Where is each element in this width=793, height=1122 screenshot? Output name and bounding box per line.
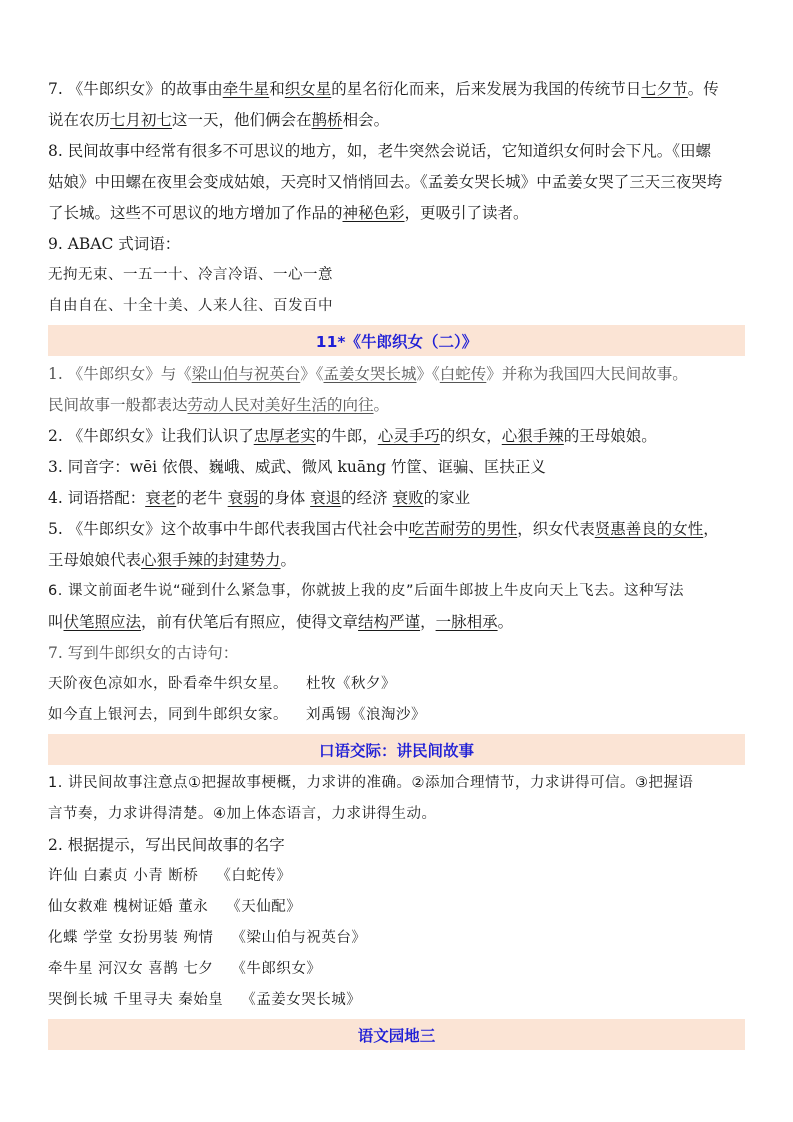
section-header-garden: 语文园地三: [48, 1019, 745, 1050]
oral-item-2: 2. 根据提示，写出民间故事的名字: [48, 836, 285, 854]
story-row-5: 哭倒长城 千里寻夫 秦始皇 《孟姜女哭长城》: [48, 992, 362, 1008]
item-8-end: 了长城。这些不可思议的地方增加了作品的神秘色彩，更吸引了读者。: [48, 204, 529, 222]
item-8-cont: 姑娘》中田螺在夜里会变成姑娘，天亮时又悄悄回去。《孟姜女哭长城》中孟姜女哭了三天三夜哭垮: [48, 173, 723, 191]
lesson11-item-6-cont: 叫伏笔照应法，前有伏笔后有照应，使得文章结构严谨，一脉相承。: [48, 613, 514, 631]
story-row-2: 仙女救难 槐树证婚 董永 《天仙配》: [48, 899, 302, 915]
lesson11-item-7: 7. 写到牛郎织女的古诗句：: [48, 644, 239, 662]
abac-words-1: 无拘无束、一五一十、冷言冷语、一心一意: [48, 267, 333, 283]
story-row-4: 牵牛星 河汉女 喜鹊 七夕 《牛郎织女》: [48, 961, 322, 977]
item-7-cont: 说在农历七月初七这一天，他们俩会在鹊桥相会。: [48, 111, 390, 129]
story-row-1: 许仙 白素贞 小青 断桥 《白蛇传》: [48, 868, 292, 884]
poem-line-1: 天阶夜色凉如水，卧看牵牛织女星。 杜牧《秋夕》: [48, 676, 396, 692]
oral-item-1: 1. 讲民间故事注意点①把握故事梗概，力求讲的准确。②添加合理情节，力求讲得可信。③把握语: [48, 775, 694, 791]
story-row-3: 化蝶 学堂 女扮男装 殉情 《梁山伯与祝英台》: [48, 930, 367, 946]
lesson11-item-1: 1. 《牛郎织女》与《梁山伯与祝英台》《孟姜女哭长城》《白蛇传》并称为我国四大民间故事。: [48, 365, 688, 383]
section-header-lesson-11: 11*《牛郎织女（二）》: [48, 325, 745, 356]
poem-line-2: 如今直上银河去，同到牛郎织女家。 刘禹锡《浪淘沙》: [48, 707, 426, 723]
lesson11-item-6: 6. 课文前面老牛说“碰到什么紧急事，你就披上我的皮”后面牛郎披上牛皮向天上飞去。这种写法: [48, 583, 684, 599]
lesson11-item-2: 2. 《牛郎织女》让我们认识了忠厚老实的牛郎，心灵手巧的织女，心狠手辣的王母娘娘。: [48, 427, 657, 445]
lesson11-item-5-cont: 王母娘娘代表心狠手辣的封建势力。: [48, 551, 297, 569]
item-8: 8. 民间故事中经常有很多不可思议的地方，如，老牛突然会说话，它知道织女何时会下凡。《田螺: [48, 142, 711, 160]
document-page: [48, 74, 745, 1053]
lesson11-item-4: 4. 词语搭配：衰老的老牛 衰弱的身体 衰退的经济 衰败的家业: [48, 489, 471, 507]
lesson11-item-1-cont: 民间故事一般都表达劳动人民对美好生活的向往。: [48, 396, 390, 414]
item-7: 7. 《牛郎织女》的故事由牵牛星和织女星的星名衍化而来，后来发展为我国的传统节日七夕节。传: [48, 80, 719, 98]
item-9: 9. ABAC 式词语：: [48, 235, 181, 253]
lesson11-item-3: 3. 同音字：wēi 依偎、巍峨、威武、微风 kuāng 竹筐、诓骗、匡扶正义: [48, 458, 546, 476]
lesson11-item-5: 5. 《牛郎织女》这个故事中牛郎代表我国古代社会中吃苦耐劳的男性，织女代表贤惠善良的女性，: [48, 520, 719, 538]
abac-words-2: 自由自在、十全十美、人来人往、百发百中: [48, 298, 333, 314]
section-header-oral: 口语交际：讲民间故事: [48, 734, 745, 765]
oral-item-1-cont: 言节奏，力求讲得清楚。④加上体态语言，力求讲得生动。: [48, 806, 437, 822]
